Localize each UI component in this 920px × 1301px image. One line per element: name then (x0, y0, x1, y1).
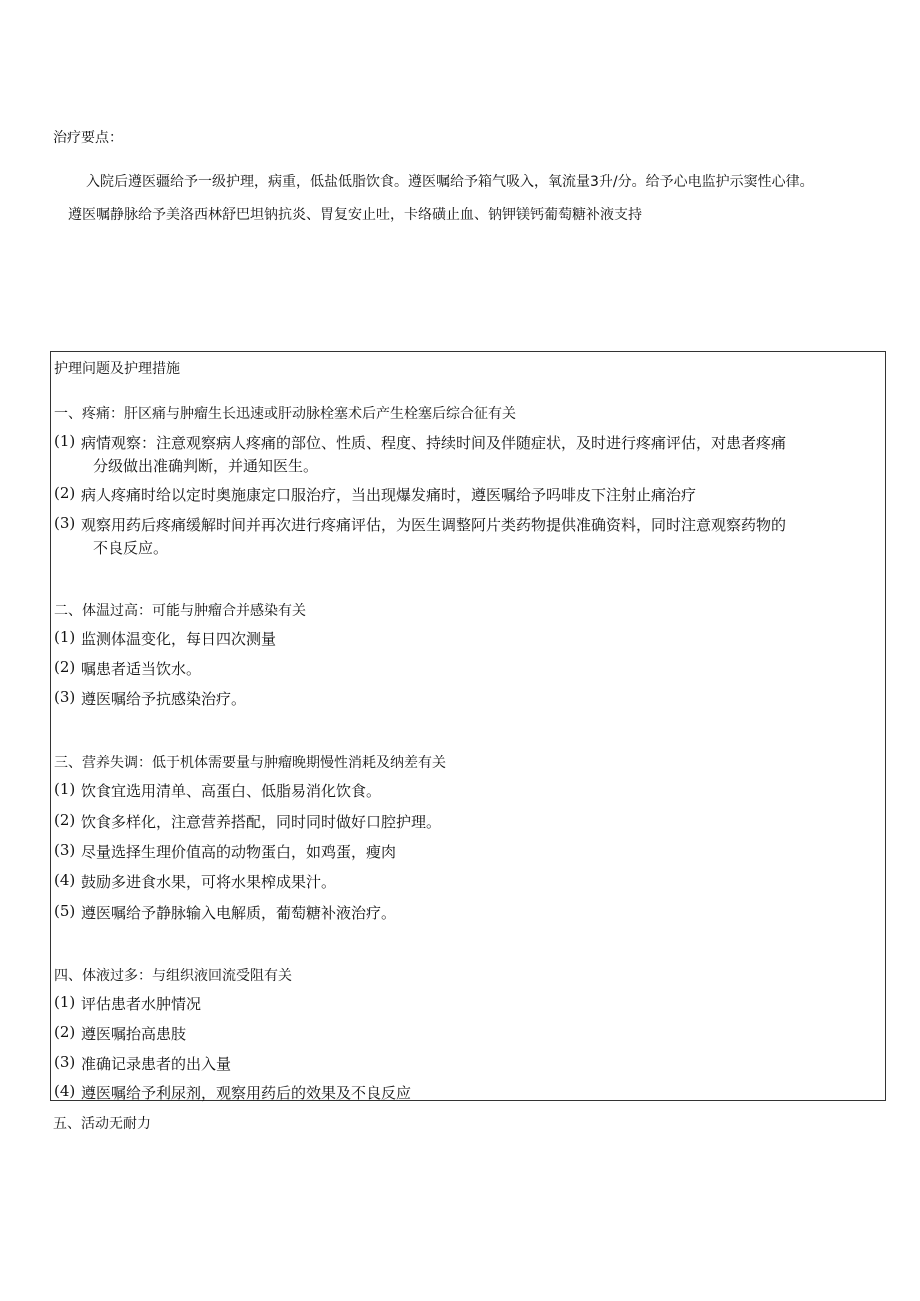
list-item-num: (3) (54, 841, 76, 859)
list-item-text: 观察用药后疼痛缓解时间并再次进行疼痛评估，为医生调整阿片类药物提供准确资料，同时注意观察药物的 (81, 516, 787, 534)
list-item-text: 遵医嘱抬高患肢 (81, 1025, 187, 1043)
list-item-num: (2) (54, 658, 76, 676)
list-item-num: (1) (54, 780, 76, 798)
section-heading-activity: 五、活动无耐力 (53, 1116, 151, 1132)
section-heading-nutrition: 三、营养失调：低于机体需要量与肿瘤晚期慢性消耗及纳差有关 (54, 755, 446, 771)
list-item-text: 饮食多样化，注意营养搭配，同时同时做好口腔护理。 (81, 813, 442, 831)
list-item-text: 鼓励多进食水果，可将水果榨成果汁。 (81, 873, 337, 891)
list-item-num: (4) (54, 871, 76, 889)
list-item-text: 饮食宜选用清单、高蛋白、低脂易消化饮食。 (81, 782, 382, 800)
list-item-text-cont: 不良反应。 (93, 539, 169, 557)
list-item-num: (1) (54, 432, 76, 450)
list-item-num: (3) (54, 1053, 76, 1071)
list-item-text: 遵医嘱给予抗感染治疗。 (81, 690, 247, 708)
section-heading-fever: 二、体温过高：可能与肿瘤合并感染有关 (54, 603, 306, 619)
list-item-num: (5) (54, 902, 76, 920)
care-measures-box (50, 351, 886, 1101)
list-item-num: (4) (54, 1082, 76, 1100)
list-item-num: (1) (54, 628, 76, 646)
list-item-text: 遵医嘱给予利尿剂，观察用药后的效果及不良反应 (81, 1084, 412, 1102)
list-item-text: 病人疼痛时给以定时奥施康定口服治疗，当出现爆发痛时，遵医嘱给予吗啡皮下注射止痛治疗 (81, 486, 697, 504)
list-item-num: (2) (54, 1023, 76, 1041)
list-item-text: 监测体温变化，每日四次测量 (81, 630, 277, 648)
list-item-num: (3) (54, 688, 76, 706)
list-item-text: 尽量选择生理价值高的动物蛋白，如鸡蛋，瘦肉 (81, 843, 397, 861)
list-item-text: 嘱患者适当饮水。 (81, 660, 202, 678)
list-item-text: 准确记录患者的出入量 (81, 1055, 232, 1073)
list-item-num: (1) (54, 993, 76, 1011)
list-item-num: (2) (54, 484, 76, 502)
care-title: 护理问题及护理措施 (54, 361, 180, 377)
treatment-line-2: 遵医嘱静脉给予美洛西林舒巴坦钠抗炎、胃复安止吐，卡络磺止血、钠钾镁钙葡萄糖补液支持 (68, 207, 642, 223)
list-item-text: 遵医嘱给予静脉输入电解质，葡萄糖补液治疗。 (81, 904, 397, 922)
list-item-text-cont: 分级做出准确判断，并通知医生。 (93, 457, 319, 475)
list-item-num: (2) (54, 811, 76, 829)
list-item-num: (3) (54, 514, 76, 532)
list-item-text: 病情观察：注意观察病人疼痛的部位、性质、程度、持续时间及伴随症状，及时进行疼痛评估，对患者疼痛 (81, 434, 787, 452)
list-item-text: 评估患者水肿情况 (81, 995, 202, 1013)
treatment-heading: 治疗要点： (53, 130, 123, 146)
section-heading-fluid: 四、体液过多：与组织液回流受阻有关 (54, 968, 292, 984)
treatment-line-1: 入院后遵医疆给予一级护理，病重，低盐低脂饮食。遵医嘱给予箱气吸入，氧流量3升/分。给予心电监护示窦性心律。 (86, 174, 814, 190)
section-heading-pain: 一、疼痛：肝区痛与肿瘤生长迅速或肝动脉栓塞术后产生栓塞后综合征有关 (54, 406, 516, 422)
